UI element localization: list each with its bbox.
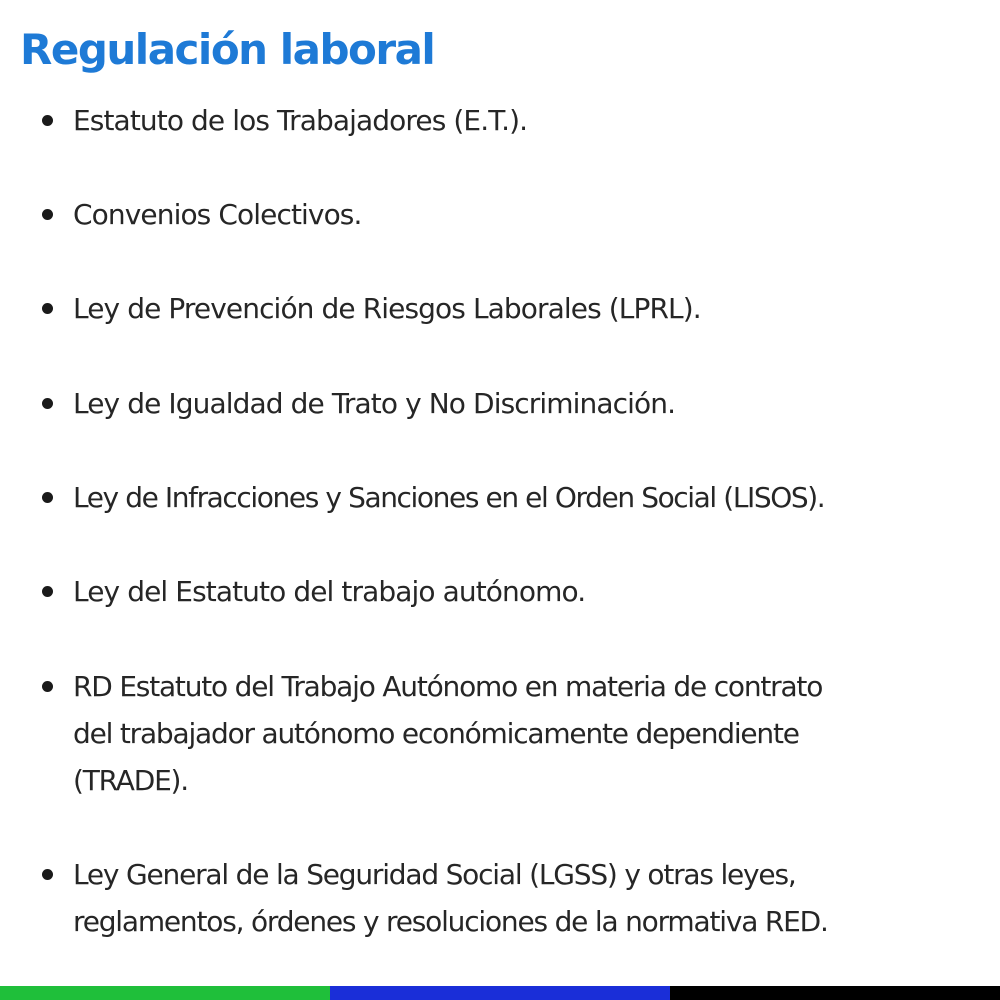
list-item-line: Convenios Colectivos.: [73, 198, 362, 231]
bullet-icon: [42, 115, 53, 126]
list-item-text: [73, 97, 527, 144]
list-item-line: RD Estatuto del Trabajo Autónomo en materia de contrato: [73, 670, 823, 703]
color-stripe: [0, 986, 1000, 1000]
list-item-line: Ley de Infracciones y Sanciones en el Orden Social (LISOS).: [73, 481, 825, 514]
list-item-line: Ley del Estatuto del trabajo autónomo.: [73, 575, 586, 608]
list-item-line: (TRADE).: [73, 764, 188, 797]
list-item-line: Estatuto de los Trabajadores (E.T.).: [73, 104, 528, 137]
list-item-text: [73, 568, 585, 615]
bullet-icon: [42, 398, 53, 409]
stripe-segment-blue: [330, 986, 670, 1000]
bullet-icon: [42, 869, 53, 880]
list-item-text: [73, 474, 824, 521]
list-item-text: [73, 285, 701, 332]
list-item-text: [73, 191, 362, 238]
stripe-segment-green: [0, 986, 330, 1000]
list-item-text: [73, 851, 828, 945]
bullet-icon: [42, 209, 53, 220]
list-item-line: del trabajador autónomo económicamente dependiente: [73, 717, 799, 750]
list-item-line: Ley de Igualdad de Trato y No Discriminación.: [73, 387, 676, 420]
list-item-text: [73, 380, 675, 427]
bullet-icon: [42, 492, 53, 503]
page-title: Regulación laboral: [20, 25, 435, 74]
bullet-icon: [42, 303, 53, 314]
list-item-line: Ley de Prevención de Riesgos Laborales (LPRL).: [73, 292, 701, 325]
list-item-line: Ley General de la Seguridad Social (LGSS) y otras leyes,: [73, 858, 796, 891]
bullet-icon: [42, 586, 53, 597]
list-item-text: [73, 663, 822, 804]
stripe-segment-black: [670, 986, 1000, 1000]
list-item-line: reglamentos, órdenes y resoluciones de la normativa RED.: [73, 905, 828, 938]
bullet-icon: [42, 681, 53, 692]
